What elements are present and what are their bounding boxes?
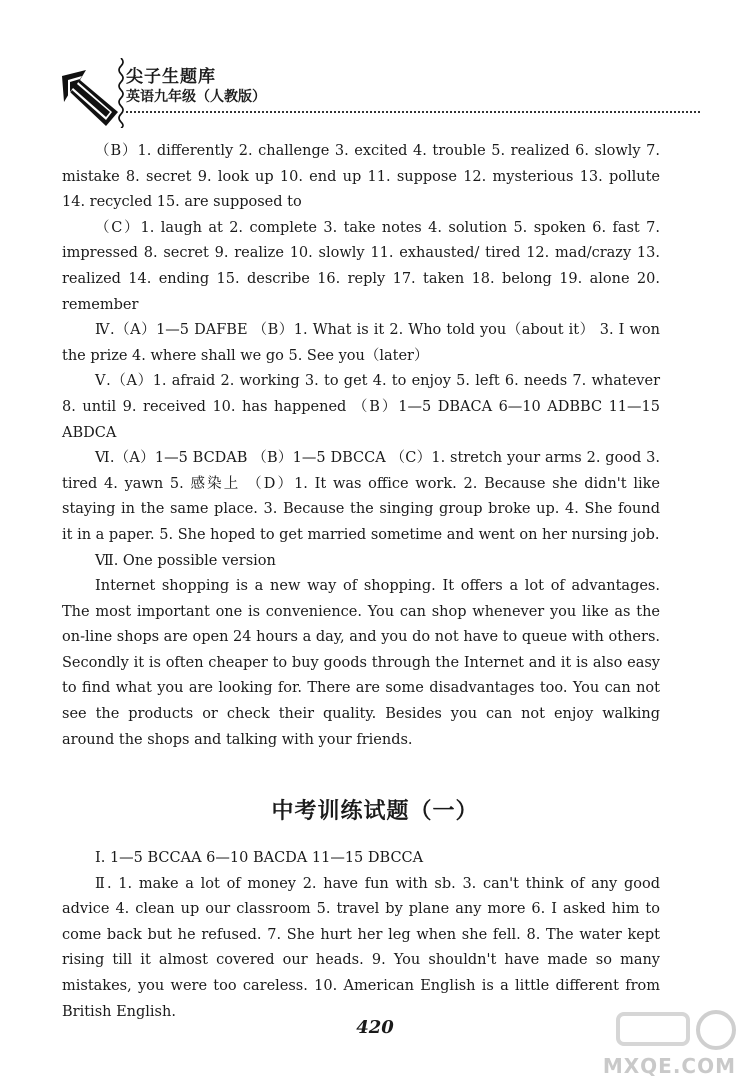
answer-block-ii: Ⅱ. 1. make a lot of money 2. have fun with sb. 3. can't think of any good advice 4. clean up our classroom 5. travel by plane any more 6. I asked him to come back but he refused. 7. She hurt her leg when she fell. 8. The water kept rising till it almost covered our heads. 9. You shouldn't have made so many mistakes, you were too careless. 10. American English is a little different from British English. — [62, 875, 660, 1020]
book-title: 尖子生题库 — [126, 67, 216, 87]
book-subtitle: 英语九年级（人教版） — [126, 89, 266, 105]
arrow-logo-icon — [60, 68, 120, 128]
sample-essay: Internet shopping is a new way of shopping. It offers a lot of advantages. The most important one is convenience. You can shop whenever you like as the on-line shops are open 24 hours a day, and you do not have to queue with others. Secondly it is often cheaper to buy goods through the Internet and it is also easy to find what you are looking for. There are some disadvantages too. You can not see the products or check their quality. Besides you can not enjoy walking around the shops and talking with your friends. — [62, 578, 660, 748]
answer-block-iv: Ⅳ.（A）1—5 DAFBE （B）1. What is it 2. Who told you（about it） 3. I won the prize 4. where shall we go 5. See you（later） — [62, 322, 660, 364]
answer-key-section — [62, 139, 660, 753]
practice-test-answers — [62, 846, 660, 1025]
answer-block-b: （B）1. differently 2. challenge 3. excited 4. trouble 5. realized 6. slowly 7. mistake 8. secret 9. look up 10. end up 11. suppose 12. mysterious 13. pollute 14. recycled 15. are supposed to — [62, 143, 660, 211]
answer-block-vi: Ⅵ.（A）1—5 BCDAB （B）1—5 DBCCA （C）1. stretch your arms 2. good 3. tired 4. yawn 5. 感染上 （D）1. It was office work. 2. Because she didn't like staying in the same place. 3. Because the singing group broke up. 4. She found it in a paper. 5. She hoped to get married sometime and went on her nursing job. — [62, 450, 660, 543]
answer-block-i: Ⅰ. 1—5 BCCAA 6—10 BACDA 11—15 DBCCA — [95, 850, 424, 866]
page-number: 420 — [356, 1017, 394, 1038]
page-header — [60, 58, 700, 128]
answer-block-v: Ⅴ.（A）1. afraid 2. working 3. to get 4. to enjoy 5. left 6. needs 7. whatever 8. until 9. received 10. has happened （B）1—5 DBACA 6—10 ADBBC 11—15 ABDCA — [62, 373, 660, 441]
answer-block-c: （C）1. laugh at 2. complete 3. take notes 4. solution 5. spoken 6. fast 7. impressed 8. secret 9. realize 10. slowly 11. exhausted/ tired 12. mad/crazy 13. realized 14. ending 15. describe 16. reply 17. taken 18. belong 19. alone 20. remember — [62, 219, 660, 313]
decorative-wave-line — [117, 58, 125, 128]
header-divider — [126, 111, 700, 113]
section-heading: 中考训练试题（一） — [271, 799, 479, 824]
answer-block-vii-label: Ⅶ. One possible version — [95, 552, 276, 569]
watermark-text: MXQE.COM — [602, 1054, 736, 1078]
